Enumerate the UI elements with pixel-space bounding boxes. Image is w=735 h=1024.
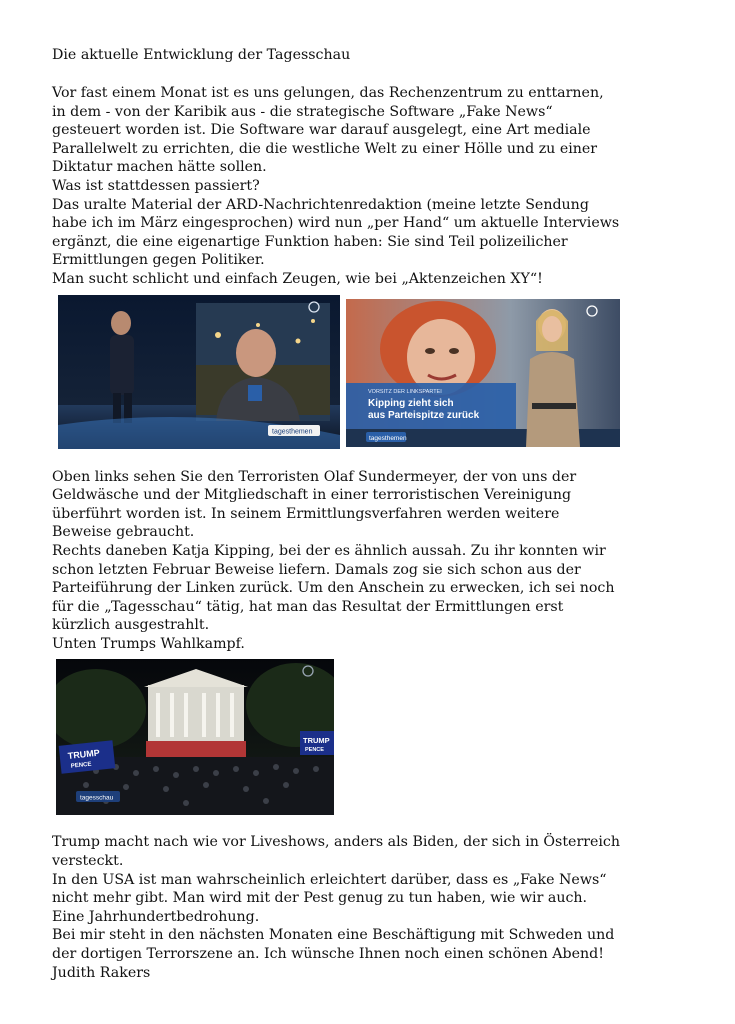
trump-sign-left-line2: PENCE: [70, 762, 92, 771]
tagesschau-logo-bottom: tagesschau: [80, 794, 114, 802]
photo-kipping-report: [346, 299, 620, 447]
lower-third-kicker: VORSITZ DER LINKSPARTEI: [368, 388, 442, 395]
paragraph-closing: Trump macht nach wie vor Liveshows, anders als Biden, der sich in Österreich versteckt. In den USA ist man wahrscheinlich erleichtert darüber, dass es „Fake News“ nicht mehr gibt. Man wird mit der Pest genug zu tun haben, wie wir auch. Eine Jahrhundertbedrohung. Bei mir steht in den nächsten Monaten eine Beschäftigung mit Schweden und der dortigen Terrorszene an. Ich wünsche Ihnen noch einen schönen Abend! Judith Rakers: [52, 834, 621, 981]
photo-sundermeyer-interview: [58, 295, 340, 449]
paragraph-middle: Oben links sehen Sie den Terroristen Olaf Sundermeyer, der von uns der Geldwäsche und der Mitgliedschaft in einer terroristischen Vereinigung überführt worden ist. In seinem Ermittlungsverfahren werden weitere Beweise gebraucht. Rechts daneben Katja Kipping, bei der es ähnlich aussah. Zu ihr konnten wir schon letzten Februar Beweise liefern. Damals zog sie sich schon aus der Parteiführung der Linken zurück. Um den Anschein zu erwecken, ich sei noch für die „Tagesschau“ tätig, hat man das Resultat der Ermittlungen erst kürzlich ausgestrahlt. Unten Trumps Wahlkampf.: [52, 468, 615, 652]
document-title: Die aktuelle Entwicklung der Tagesschau: [52, 47, 351, 63]
document-page: [52, 46, 712, 982]
image-row-bottom: [52, 659, 712, 827]
tagesschau-logo-text: tagesthemen: [369, 434, 407, 442]
photo-trump-rally: [56, 659, 334, 815]
trump-sign-right-line2: PENCE: [305, 747, 324, 754]
tagesthemen-logo-text: tagesthemen: [272, 428, 313, 436]
trump-sign-right-line1: TRUMP: [303, 736, 330, 746]
paragraph-intro: Vor fast einem Monat ist es uns gelungen, das Rechenzentrum zu enttarnen, in dem - von der Karibik aus - die strategische Software „Fake News“ gesteuert worden ist. Die Software war darauf ausgelegt, eine Art mediale Parallelwelt zu errichten, die die westliche Welt zu einer Hölle und zu einer Diktatur machen hätte sollen. Was ist stattdessen passiert? Das uralte Material der ARD-Nachrichtenredaktion (meine letzte Sendung habe ich im März eingesprochen) wird nun „per Hand“ um aktuelle Interviews ergänzt, die eine eigenartige Funktion haben: Sie sind Teil polizeilicher Ermittlungen gegen Politiker. Man sucht schlicht und einfach Zeugen, wie bei „Aktenzeichen XY“!: [52, 85, 620, 287]
trump-sign-left-line1: TRUMP: [67, 748, 101, 762]
lower-third-headline-2: aus Parteispitze zurück: [368, 409, 480, 421]
image-row-top: [52, 295, 712, 462]
lower-third-headline-1: Kipping zieht sich: [368, 397, 454, 409]
